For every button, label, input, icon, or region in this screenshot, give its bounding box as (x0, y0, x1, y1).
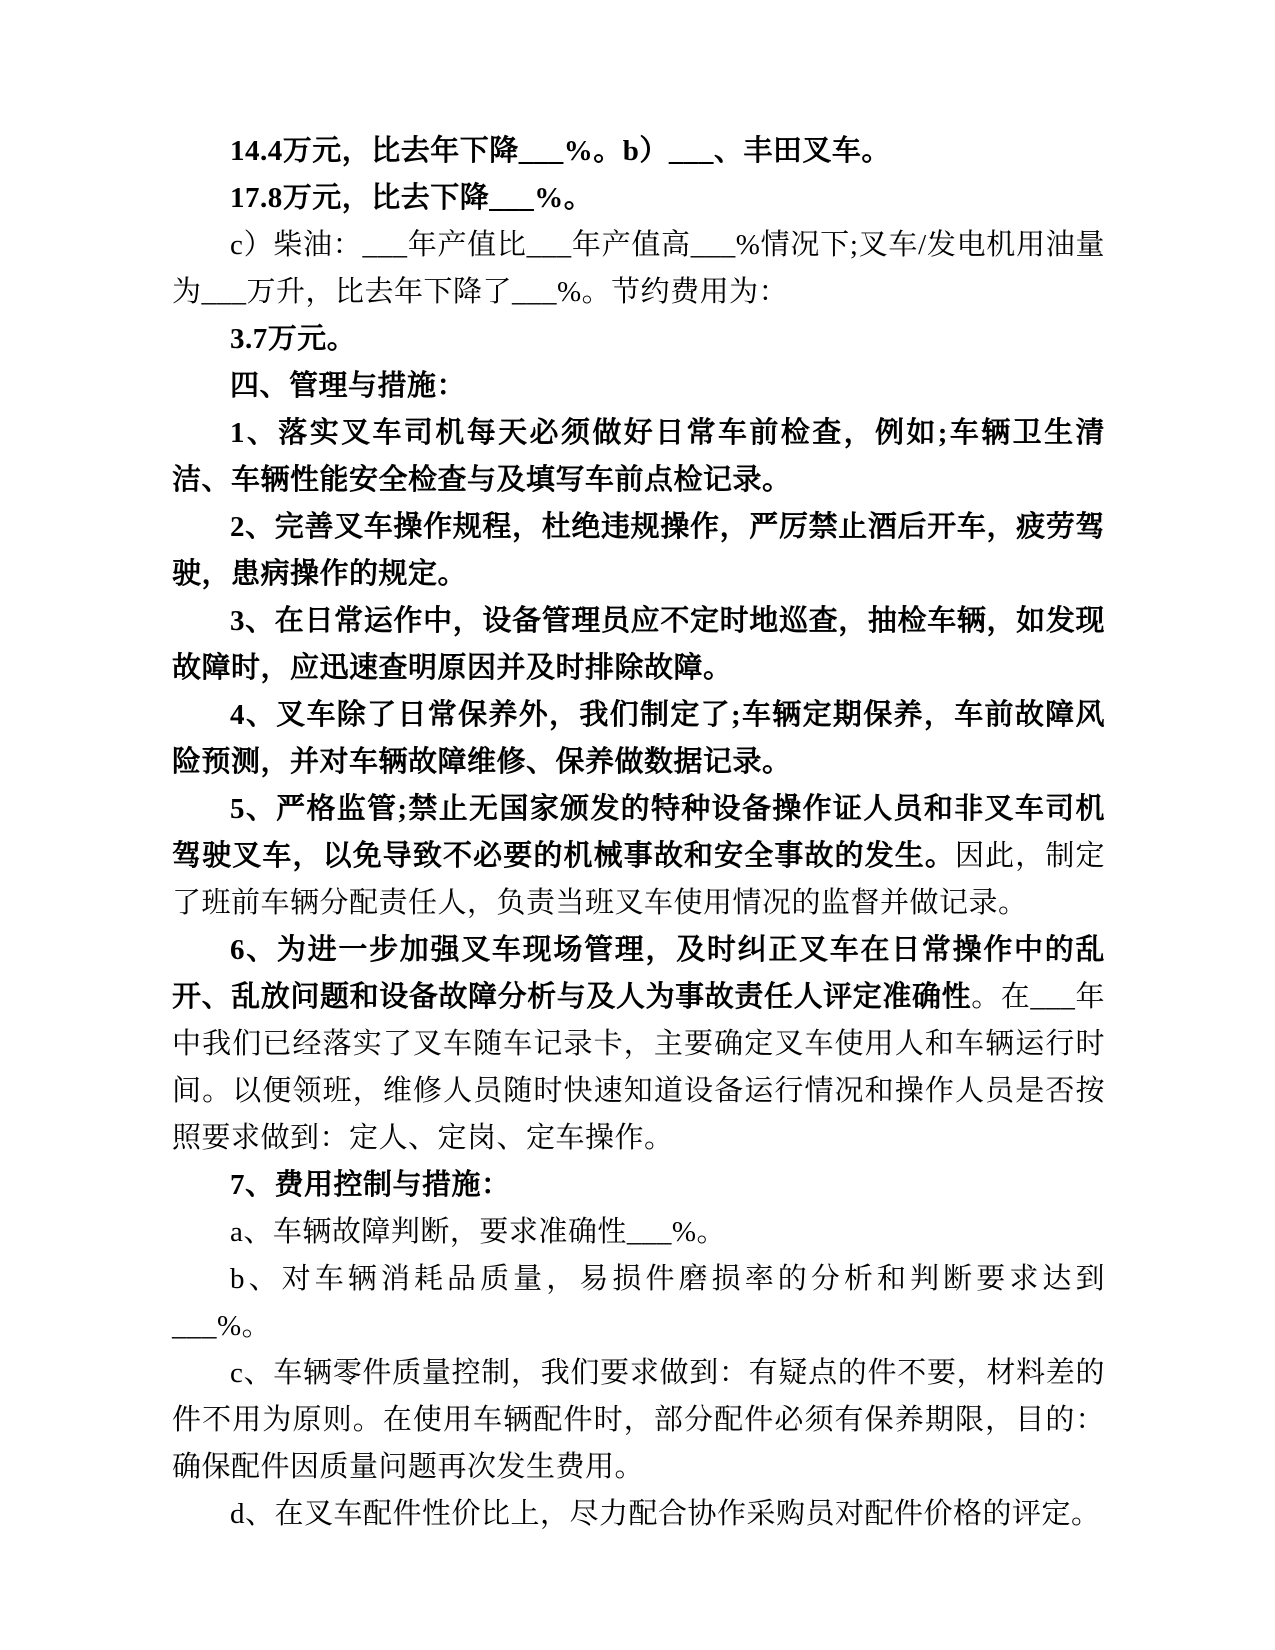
paragraph (172, 363, 1105, 410)
text-run: 17.8万元，比去下降___%。 (230, 182, 594, 214)
text-run: 7、费用控制与措施： (230, 1169, 511, 1201)
document-body (172, 128, 1105, 1538)
text-run: 1、落实叉车司机每天必须做好日常车前检查，例如;车辆卫生清洁、车辆性能安全检查与及填写车前点检记录。 (172, 417, 1105, 496)
paragraph (172, 128, 1105, 175)
text-run: 3、在日常运作中，设备管理员应不定时地巡查，抽检车辆，如发现故障时，应迅速查明原因并及时排除故障。 (172, 605, 1105, 684)
text-run: 3.7万元。 (230, 323, 357, 355)
text-run: c）柴油：___年产值比___年产值高___%情况下;叉车/发电机用油量为___万升，比去年下降了___%。节约费用为： (172, 229, 1105, 308)
text-run: 四、管理与措施： (230, 370, 467, 402)
text-run: d、在叉车配件性价比上，尽力配合协作采购员对配件价格的评定。 (230, 1498, 1101, 1530)
paragraph (172, 410, 1105, 504)
paragraph (172, 598, 1105, 692)
paragraph (172, 786, 1105, 927)
paragraph (172, 222, 1105, 316)
paragraph (172, 927, 1105, 1162)
paragraph (172, 692, 1105, 786)
paragraph (172, 1162, 1105, 1209)
text-run: b、对车辆消耗品质量，易损件磨损率的分析和判断要求达到___%。 (172, 1263, 1105, 1342)
text-run: c、车辆零件质量控制，我们要求做到：有疑点的件不要，材料差的件不用为原则。在使用车辆配件时，部分配件必须有保养期限，目的：确保配件因质量问题再次发生费用。 (172, 1357, 1105, 1483)
paragraph (172, 504, 1105, 598)
text-run: 2、完善叉车操作规程，杜绝违规操作，严厉禁止酒后开车，疲劳驾驶，患病操作的规定。 (172, 511, 1105, 590)
text-run: 。在___年中我们已经落实了叉车随车记录卡，主要确定叉车使用人和车辆运行时间。以便领班，维修人员随时快速知道设备运行情况和操作人员是否按照要求做到：定人、定岗、定车操作。 (172, 981, 1105, 1154)
paragraph (172, 316, 1105, 363)
text-run: 4、叉车除了日常保养外，我们制定了;车辆定期保养，车前故障风险预测，并对车辆故障维修、保养做数据记录。 (172, 699, 1105, 778)
text-run: 14.4万元，比去年下降___%。b）___、丰田叉车。 (230, 135, 891, 167)
paragraph (172, 1256, 1105, 1350)
text-run: 5、严格监管;禁止无国家颁发的特种设备操作证人员和非叉车司机驾驶叉车，以免导致不必要的机械事故和安全事故的发生。 (172, 793, 1105, 872)
paragraph (172, 1350, 1105, 1491)
text-run: a、车辆故障判断，要求准确性___%。 (230, 1216, 727, 1248)
paragraph (172, 1491, 1105, 1538)
paragraph (172, 175, 1105, 222)
text-run: 6、为进一步加强叉车现场管理，及时纠正叉车在日常操作中的乱开、乱放问题和设备故障分析与及人为事故责任人评定准确性 (172, 934, 1105, 1013)
text-run: 因此，制定了班前车辆分配责任人，负责当班叉车使用情况的监督并做记录。 (172, 840, 1105, 919)
paragraph (172, 1209, 1105, 1256)
